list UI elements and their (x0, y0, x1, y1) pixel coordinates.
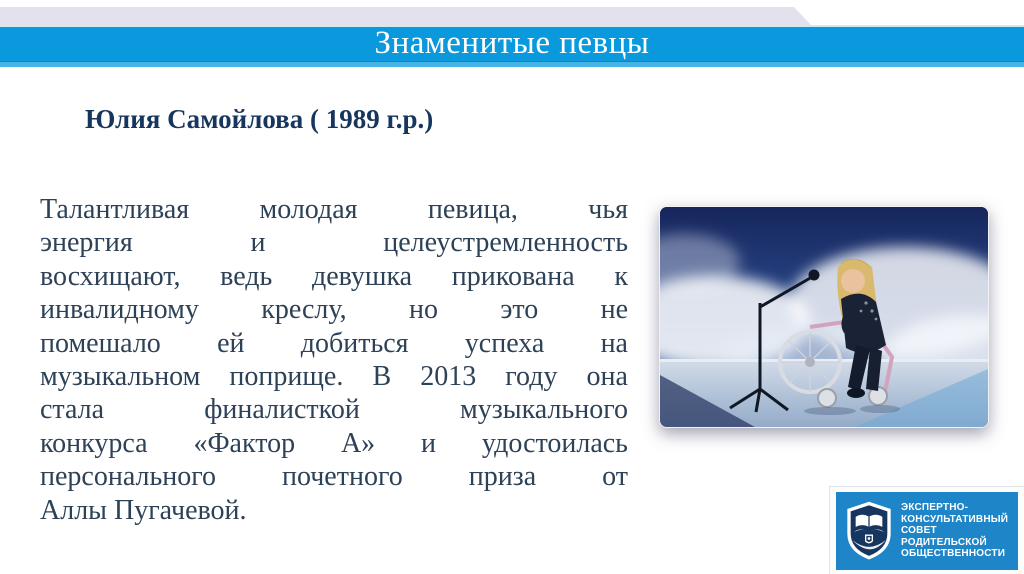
title-bar (0, 25, 1024, 61)
slide-title: Знаменитые певцы (374, 25, 650, 61)
body-line: стала финалисткой музыкального (40, 394, 628, 426)
body-line: Аллы Пугачевой. (40, 494, 247, 526)
body-line: энергия и целеустремленность (40, 227, 628, 259)
body-line: восхищают, ведь девушка прикована к (40, 260, 628, 292)
photo-illustration (660, 207, 988, 427)
org-name-line: СОВЕТ (901, 525, 937, 537)
body-line: конкурса «Фактор А» и удостоилась (40, 427, 628, 459)
org-name-line: ОБЩЕСТВЕННОСТИ (901, 548, 1006, 560)
org-name (901, 502, 1008, 560)
org-logo (836, 492, 1018, 570)
org-name-line: КОНСУЛЬТАТИВНЫЙ (901, 513, 1009, 525)
body-line: инвалидному креслу, но это не (40, 294, 628, 326)
org-name-line: ЭКСПЕРТНО- (901, 502, 969, 514)
singer-name-heading: Юлия Самойлова ( 1989 г.р.) (85, 104, 434, 134)
title-bar-accent-strip (0, 61, 1024, 67)
singer-photo (659, 206, 989, 428)
biography-text (40, 193, 628, 527)
body-line: персонального почетного приза от (40, 461, 628, 493)
body-line: помешало ей добиться успеха на (40, 327, 628, 359)
decorative-band (0, 7, 812, 26)
body-line: музыкальном поприще. В 2013 году она (40, 361, 628, 393)
org-emblem-shield-icon (844, 501, 894, 561)
org-name-line: РОДИТЕЛЬСКОЙ (901, 536, 987, 548)
body-line: Талантливая молодая певица, чья (40, 194, 628, 225)
